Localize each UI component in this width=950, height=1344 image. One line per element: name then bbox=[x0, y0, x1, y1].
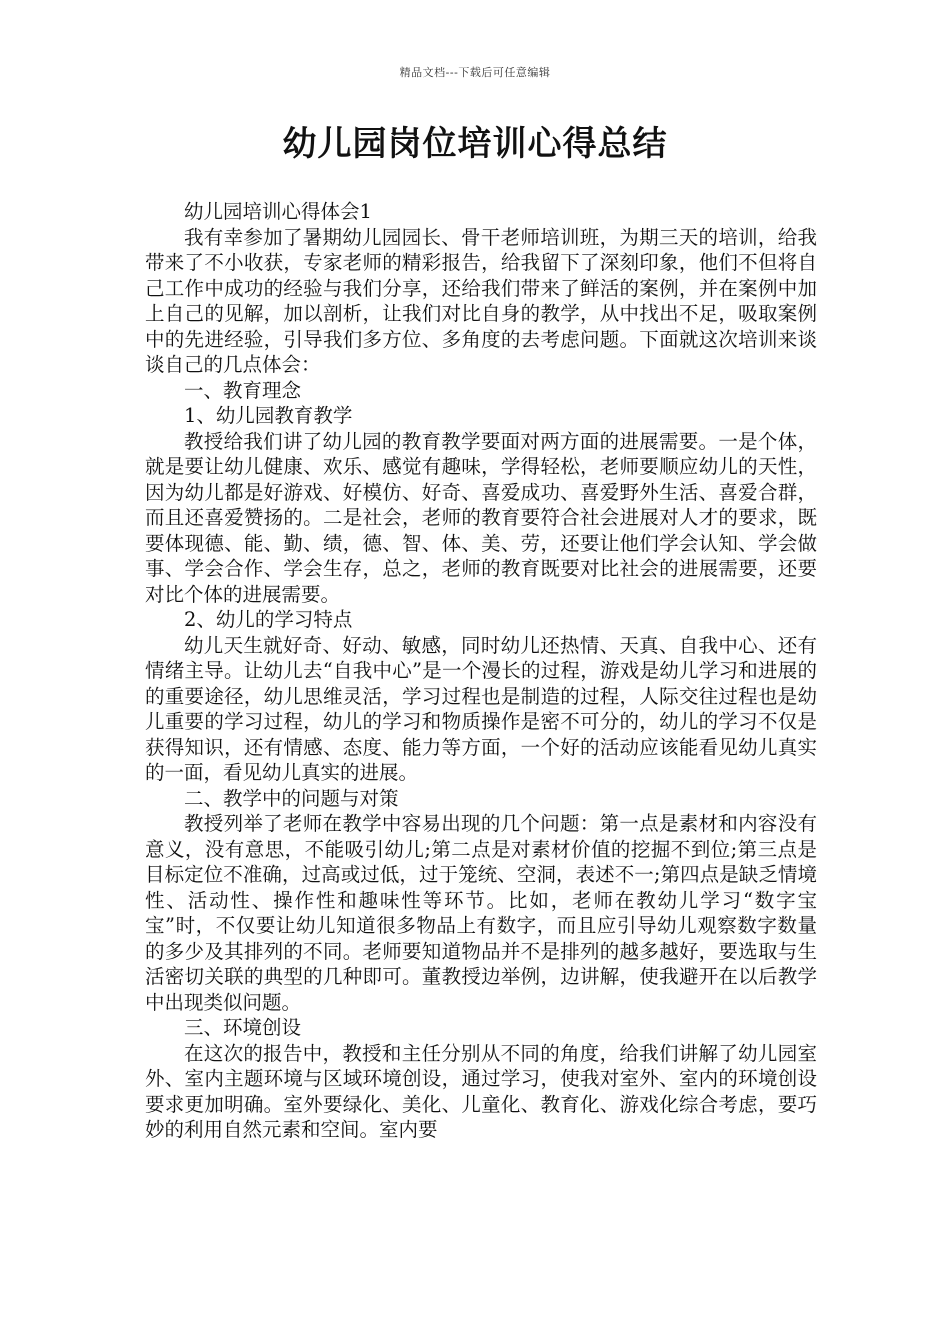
subsection-heading: 2、幼儿的学习特点 bbox=[184, 608, 353, 631]
document-title: 幼儿园岗位培训心得总结 bbox=[282, 124, 668, 164]
body-paragraph: 幼儿天生就好奇、好动、敏感，同时幼儿还热情、天真、自我中心、还有情绪主导。让幼儿去“自我中心”是一个漫长的过程，游戏是幼儿学习和进展的的重要途径，幼儿思维灵活，学习过程也是制造的过程，人际交往过程也是幼儿重要的学习过程，幼儿的学习和物质操作是密不可分的，幼儿的学习不仅是获得知识，还有情感、态度、能力等方面，一个好的活动应该能看见幼儿真实的一面，看见幼儿真实的进展。 bbox=[145, 633, 817, 784]
section-heading: 二、教学中的问题与对策 bbox=[184, 786, 399, 810]
section-subtitle: 幼儿园培训心得体会1 bbox=[184, 200, 372, 223]
body-paragraph: 教授给我们讲了幼儿园的教育教学要面对两方面的进展需要。一是个体，就是要让幼儿健康、欢乐、感觉有趣味，学得轻松，老师要顺应幼儿的天性，因为幼儿都是好游戏、好模仿、好奇、喜爱成功、喜爱野外生活、喜爱合群，而且还喜爱赞扬的。二是社会，老师的教育要符合社会进展对人才的要求，既要体现德、能、勤、绩，德、智、体、美、劳，还要让他们学会认知、学会做事、学会合作、学会生存，总之，老师的教育既要对比社会的进展需要，还要对比个体的进展需要。 bbox=[145, 429, 817, 606]
page-header-note: 精品文档---下载后可任意编辑 bbox=[399, 66, 551, 79]
body-paragraph: 我有幸参加了暑期幼儿园园长、骨干老师培训班，为期三天的培训，给我带来了不小收获，专家老师的精彩报告，给我留下了深刻印象，他们不但将自己工作中成功的经验与我们分享，还给我们带来了鲜活的案例，并在案例中加上自己的见解，加以剖析，让我们对比自身的教学，从中找出不足，吸取案例中的先进经验，引导我们多方位、多角度的去考虑问题。下面就这次培训来谈谈自己的几点体会： bbox=[145, 225, 817, 376]
body-paragraph: 教授列举了老师在教学中容易出现的几个问题：第一点是素材和内容没有意义，没有意思，不能吸引幼儿;第二点是对素材价值的挖掘不到位;第三点是目标定位不准确，过高或过低，过于笼统、空洞，表述不一;第四点是缺乏情境性、活动性、操作性和趣味性等环节。比如，老师在教幼儿学习“数字宝宝”时，不仅要让幼儿知道很多物品上有数字，而且应引导幼儿观察数字数量的多少及其排列的不同。老师要知道物品并不是排列的越多越好，要选取与生活密切关联的典型的几种即可。董教授边举例，边讲解，使我避开在以后教学中出现类似问题。 bbox=[145, 812, 817, 1014]
section-heading: 一、教育理念 bbox=[184, 378, 302, 402]
body-paragraph: 在这次的报告中，教授和主任分别从不同的角度，给我们讲解了幼儿园室外、室内主题环境与区域环境创设，通过学习，使我对室外、室内的环境创设要求更加明确。室外要绿化、美化、儿童化、教育化、游戏化综合考虑，要巧妙的利用自然元素和空间。室内要 bbox=[145, 1041, 817, 1141]
subsection-heading: 1、幼儿园教育教学 bbox=[184, 404, 353, 427]
document-body bbox=[145, 199, 817, 1143]
section-heading: 三、环境创设 bbox=[184, 1016, 302, 1039]
